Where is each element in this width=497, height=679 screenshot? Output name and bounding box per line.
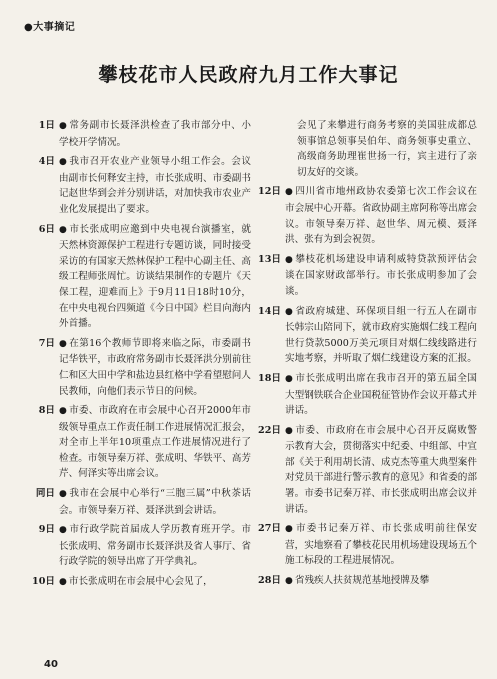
bullet-icon: ● xyxy=(285,187,294,198)
event-description: 市长张成明应邀到中央电视台演播室，就天然林资源保护工程进行专题访谈，同时接受采访的有国家天然林保护工程中心副主任、高级工程师张周忙。访谈结果制作的专题片《天保工程，迎难而上》于9月11日18时10分，在中央电视台四频道《今日中国》栏目向海内外首播。 xyxy=(59,223,252,330)
event-text xyxy=(285,423,477,518)
event-description: 省残疾人扶贫规范基地授牌及攀 xyxy=(294,575,430,587)
bullet-icon: ● xyxy=(59,489,68,500)
event-entry xyxy=(25,118,251,150)
event-description: 我市召开农业产业领导小组工作会。会议由副市长何释安主持，市长张成明、市委副书记赵世华到会并分别讲话，对加快我市农业产业化发展提出了要求。 xyxy=(59,156,252,215)
event-text xyxy=(59,154,251,217)
event-description: 市委、市政府在市会展中心召开2000年市级领导重点工作责任制工作进展情况汇报会，对全市上半年10项重点工作进展情况进行了检查。市领导秦万祥、张成明、华铁平、高芳芹、何泽实等出席会议。 xyxy=(59,405,251,480)
event-date: 14日 xyxy=(258,305,281,317)
event-entry xyxy=(251,423,477,518)
event-text xyxy=(285,184,477,247)
event-text xyxy=(285,304,477,367)
event-date: 4日 xyxy=(38,156,55,168)
event-entry xyxy=(25,403,251,482)
bullet-icon: ● xyxy=(285,524,294,535)
event-entry xyxy=(25,222,251,332)
bullet-icon: ● xyxy=(285,576,293,587)
event-date: 1日 xyxy=(38,120,55,131)
bullet-icon: ● xyxy=(59,338,68,349)
event-text xyxy=(285,371,477,419)
event-entry xyxy=(251,184,477,247)
event-text xyxy=(285,118,477,180)
event-entry xyxy=(25,154,251,217)
event-date: 12日 xyxy=(258,186,281,198)
event-entry xyxy=(251,573,477,590)
page-title: 攀枝花市人民政府九月工作大事记 xyxy=(98,64,399,86)
event-description: 市长张成明出席在我市召开的第五届全国大型钢铁联合企业国税征管协作会议开幕式并讲话。 xyxy=(285,372,478,417)
bullet-icon: ● xyxy=(59,525,68,536)
event-description: 市行政学院首届成人学历教育班开学。市长张成明、常务副市长聂泽洪及省人事厅、省行政学院的领导出席了开学典礼。 xyxy=(59,524,252,568)
event-text xyxy=(59,403,251,482)
event-text xyxy=(285,521,477,569)
event-date: 13日 xyxy=(258,253,281,265)
event-date: 7日 xyxy=(38,337,55,349)
event-description: 市委书记秦万祥、市长张成明前往保安营，实地察看了攀枝花民用机场建设现场五个施工标段的工程进展情况。 xyxy=(285,523,478,567)
event-entry xyxy=(25,522,251,570)
event-date: 6日 xyxy=(38,223,55,235)
event-description: 四川省市地州政协农委第七次工作会议在市会展中心开幕。省政协副主席阿称等出席会议。市领导秦万祥、赵世华、周元模、聂泽洪、张有为到会祝贺。 xyxy=(285,186,478,246)
event-text xyxy=(285,252,477,300)
event-entry xyxy=(251,252,477,300)
event-entry xyxy=(25,336,251,399)
event-date: 10日 xyxy=(32,576,55,588)
event-description: 在第16个教师节即将来临之际，市委副书记华铁平，市政府常务副市长聂泽洪分别前往仁和区大田中学和盐边县红格中学看望慰问人民教师，向他们表示节日的问候。 xyxy=(59,337,251,397)
event-date: 8日 xyxy=(38,405,55,417)
bullet-icon: ● xyxy=(285,373,294,384)
page-number: 40 xyxy=(44,659,58,670)
event-text xyxy=(59,486,251,518)
event-text xyxy=(59,574,251,591)
event-description: 会见了来攀进行商务考察的美国驻成都总领事馆总领事吴伯年、商务领事史重立、高级商务助理崔世扬一行，宾主进行了亲切友好的交谈。 xyxy=(297,120,477,178)
event-date: 28日 xyxy=(258,575,281,587)
event-description: 市长张成明在市会展中心会见了， xyxy=(68,576,213,588)
event-description: 省政府城建、环保项目组一行五人在副市长韩宗山陪同下，就市政府实施烟仁线工程向世行贷款5000万美元项目对烟仁线线路进行实地考察，并听取了烟仁线建设方案的汇报。 xyxy=(285,305,478,365)
event-entry xyxy=(251,118,477,180)
event-text xyxy=(59,222,251,332)
event-entry xyxy=(25,574,251,591)
event-text xyxy=(59,522,251,570)
event-text xyxy=(59,118,251,150)
event-date: 18日 xyxy=(258,372,281,384)
event-description: 常务副市长聂泽洪检查了我市部分中、小学校开学情况。 xyxy=(59,120,252,148)
bullet-icon: ● xyxy=(59,406,68,417)
event-description: 我市在会展中心举行“三胞三属”中秋茶话会。市领导秦万祥、聂泽洪到会讲话。 xyxy=(59,488,251,516)
event-entry xyxy=(251,304,477,367)
bullet-icon: ● xyxy=(285,306,294,317)
event-entry xyxy=(251,521,477,569)
section-tag: ●大事摘记 xyxy=(24,22,76,33)
event-text xyxy=(285,573,477,590)
bullet-icon: ● xyxy=(59,224,68,235)
event-entry xyxy=(251,371,477,419)
bullet-icon: ● xyxy=(59,157,68,168)
bullet-icon: ● xyxy=(59,121,68,131)
event-date: 同日 xyxy=(35,488,55,500)
event-date: 27日 xyxy=(258,523,281,535)
event-entry xyxy=(25,486,251,518)
event-date: 9日 xyxy=(38,524,55,536)
bullet-icon: ● xyxy=(285,254,294,265)
bullet-icon: ● xyxy=(59,577,67,588)
event-text xyxy=(59,336,251,399)
left-column xyxy=(25,118,251,595)
event-description: 攀枝花机场建设申请利威特贷款预评估会谈在国家财政部举行。市长张成明参加了会谈。 xyxy=(285,253,478,297)
bullet-icon: ● xyxy=(285,425,294,436)
right-column xyxy=(251,118,477,594)
event-date: 22日 xyxy=(258,424,281,436)
event-description: 市委、市政府在市会展中心召开反腐败警示教育大会，贯彻落实中纪委、中组部、中宣部《关于利用胡长清、成克杰等重大典型案件对党员干部进行警示教育的意见》和省委的部署。市委书记秦万祥、市长张成明出席会议并讲话。 xyxy=(285,424,478,515)
